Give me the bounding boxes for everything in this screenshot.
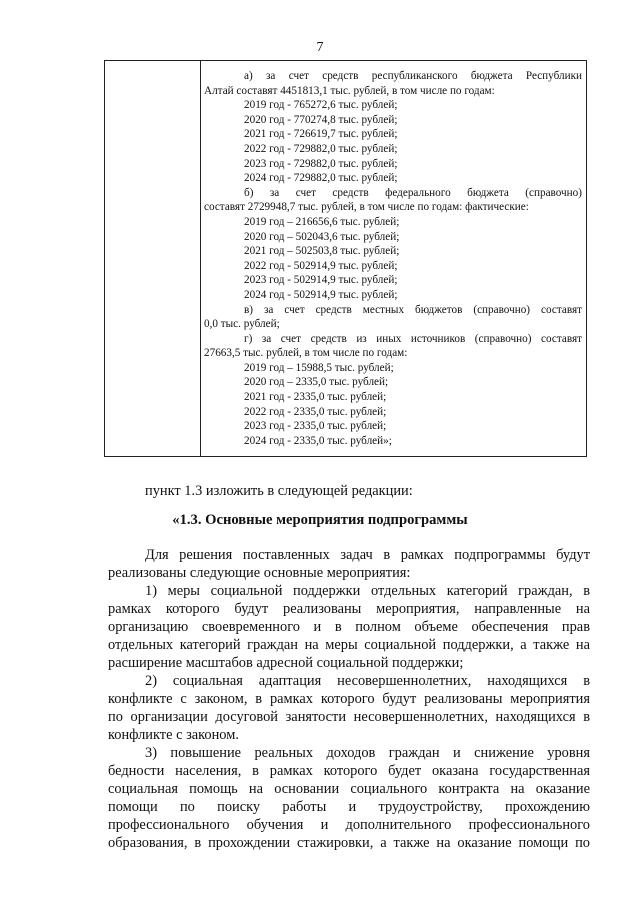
table-line: б) за счет средств федерального бюджета (справочно) [244, 186, 582, 199]
table-line: 2020 год - 770274,8 тыс. рублей; [244, 113, 398, 126]
paragraph-line: бедности населения, в рамках которого будет оказана государственная [108, 763, 590, 779]
table-line: 2024 год - 729882,0 тыс. рублей; [244, 172, 398, 185]
table-column-divider [200, 61, 201, 456]
paragraph-line: расширение масштабов адресной социальной поддержки; [108, 655, 464, 671]
paragraph-line: конфликте с законом. [108, 727, 239, 743]
table-line: 2019 год - 765272,6 тыс. рублей; [244, 99, 398, 112]
table-line: 2019 год – 15988,5 тыс. рублей; [244, 361, 394, 374]
paragraph-line: организацию своевременного и в полном объеме обеспечения прав [108, 619, 590, 635]
paragraph-line: отдельных категорий граждан на меры социальной поддержки, а также на [108, 637, 590, 653]
paragraph-line: по организации досуговой занятости несовершеннолетних, находящихся в [108, 709, 590, 725]
table-line: составят 2729948,7 тыс. рублей, в том числе по годам: фактические: [204, 201, 529, 214]
table-line: 2023 год - 729882,0 тыс. рублей; [244, 157, 398, 170]
table-line: а) за счет средств республиканского бюджета Республики [244, 70, 582, 82]
funding-table [104, 60, 587, 457]
punkt-instruction: пункт 1.3 изложить в следующей редакции: [145, 483, 413, 499]
table-line: 2021 год – 502503,8 тыс. рублей; [244, 245, 400, 258]
paragraph-line: образования, в прохождении стажировки, а также на оказание помощи по [108, 835, 590, 851]
page-number: 7 [316, 40, 324, 55]
paragraph-line: профессионального обучения и дополнительного профессионального [108, 817, 590, 833]
table-line: 2022 год - 729882,0 тыс. рублей; [244, 142, 398, 155]
paragraph-line: конфликте с законом, в рамках которого будут реализованы мероприятия [108, 691, 590, 707]
table-line: 27663,5 тыс. рублей, в том числе по годам: [204, 347, 408, 360]
table-line: 2024 год - 502914,9 тыс. рублей; [244, 288, 398, 301]
table-line: 2023 год - 2335,0 тыс. рублей; [244, 420, 387, 433]
table-line: 2021 год - 726619,7 тыс. рублей; [244, 128, 398, 141]
table-line: 2021 год - 2335,0 тыс. рублей; [244, 391, 387, 404]
paragraph-line: социальная помощь на основании социального контракта на оказание [108, 781, 590, 797]
paragraph-line: помощи по поиску работы и трудоустройству, прохождению [108, 799, 590, 815]
section-body [108, 546, 590, 852]
paragraph-line: Для решения поставленных задач в рамках подпрограммы будут [145, 547, 590, 563]
table-line: 2023 год - 502914,9 тыс. рублей; [244, 274, 398, 287]
section-heading: «1.3. Основные мероприятия подпрограммы [172, 512, 468, 528]
paragraph-line: рамках которого будут реализованы мероприятия, направленные на [108, 601, 590, 617]
funding-table-cell [204, 69, 582, 448]
table-line: г) за счет средств из иных источников (справочно) составят [244, 332, 582, 345]
paragraph-line: 2) социальная адаптация несовершеннолетних, находящихся в [145, 673, 590, 689]
table-line: 0,0 тыс. рублей; [204, 318, 280, 331]
table-line: 2020 год – 2335,0 тыс. рублей; [244, 376, 389, 389]
table-line: 2024 год - 2335,0 тыс. рублей»; [244, 434, 392, 447]
table-line: 2022 год - 502914,9 тыс. рублей; [244, 259, 398, 272]
table-line: 2019 год – 216656,6 тыс. рублей; [244, 215, 400, 228]
table-line: в) за счет средств местных бюджетов (справочно) составят [244, 303, 582, 316]
paragraph-line: 3) повышение реальных доходов граждан и снижение уровня [145, 745, 590, 761]
table-line: 2020 год – 502043,6 тыс. рублей; [244, 230, 400, 243]
table-line: 2022 год - 2335,0 тыс. рублей; [244, 405, 387, 418]
paragraph-line: 1) меры социальной поддержки отдельных категорий граждан, в [145, 583, 590, 599]
table-line: Алтай составят 4451813,1 тыс. рублей, в том числе по годам: [204, 84, 495, 97]
paragraph-line: реализованы следующие основные мероприятия: [108, 565, 411, 581]
